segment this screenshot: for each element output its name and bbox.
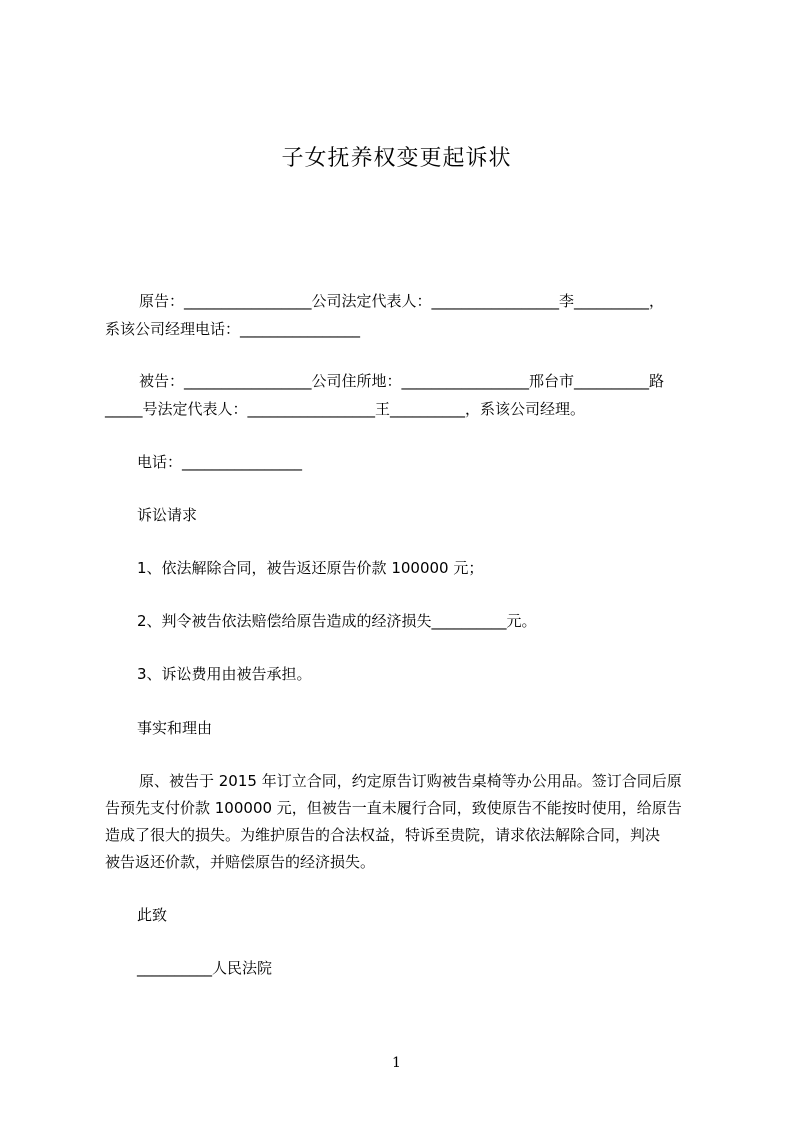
facts-line-2: 告预先支付价款 100000 元，但被告一直未履行合同，致使原告不能按时使用，给原告 (105, 799, 682, 817)
claims-heading: 诉讼请求 (137, 506, 198, 524)
claim-item-3: 3、诉讼费用由被告承担。 (137, 665, 312, 683)
document-title: 子女抚养权变更起诉状 (281, 146, 512, 171)
defendant-line-1: 被告：_________________公司住所地：_________________邢台市__________路 (139, 372, 665, 390)
plaintiff-line-2: 系该公司经理电话：________________ (105, 320, 361, 338)
phone-line: 电话：________________ (137, 453, 303, 471)
facts-line-1: 原、被告于 2015 年订立合同，约定原告订购被告桌椅等办公用品。签订合同后原 (139, 772, 682, 790)
plaintiff-line-1: 原告：_________________公司法定代表人：_________________李__________， (139, 292, 665, 310)
claim-item-1: 1、依法解除合同，被告返还原告价款 100000 元； (137, 559, 484, 577)
closing-text: 此致 (137, 906, 168, 924)
page-number: 1 (392, 1055, 401, 1071)
defendant-line-2: _____号法定代表人：_________________王__________，系该公司经理。 (105, 400, 586, 418)
claim-item-2: 2、判令被告依法赔偿给原告造成的经济损失__________元。 (137, 612, 537, 630)
facts-line-4: 被告返还价款，并赔偿原告的经济损失。 (105, 853, 376, 871)
facts-line-3: 造成了很大的损失。为维护原告的合法权益，特诉至贵院，请求依法解除合同，判决 (105, 826, 661, 844)
court-line: __________人民法院 (137, 959, 273, 977)
facts-heading: 事实和理由 (137, 719, 213, 737)
